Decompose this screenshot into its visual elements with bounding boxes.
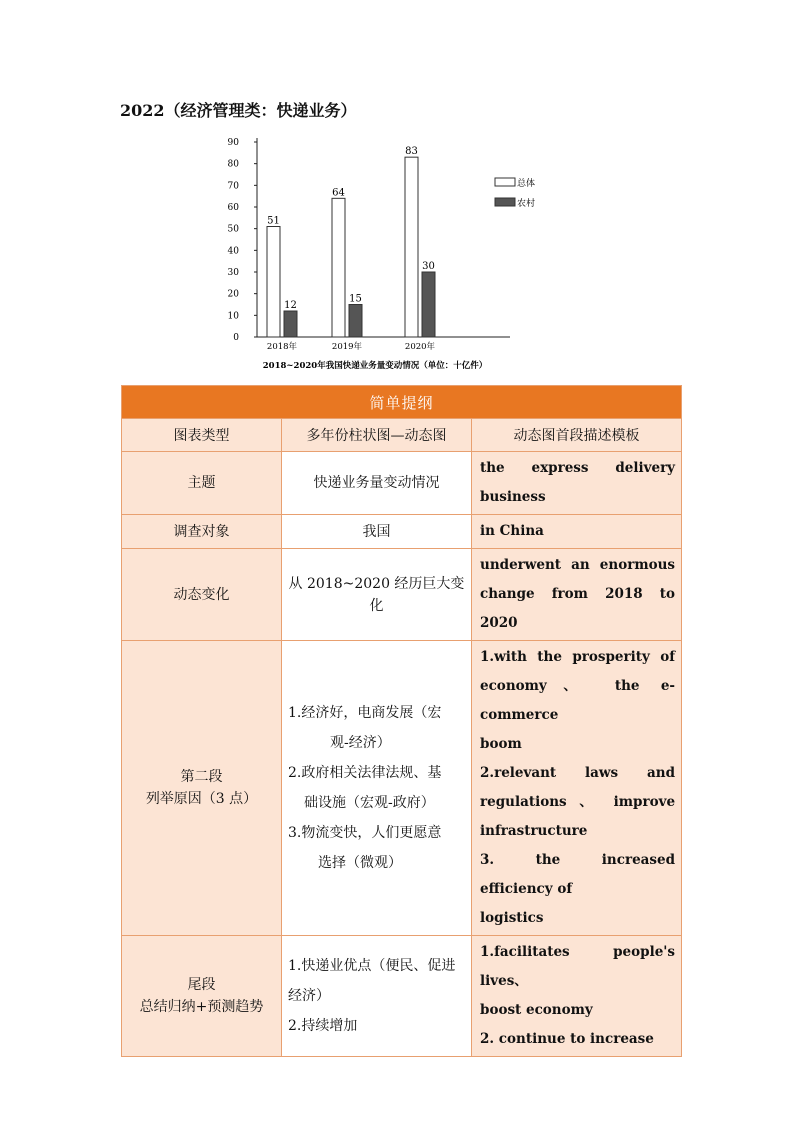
header-cell: 图表类型 <box>122 419 282 452</box>
legend-swatch <box>495 198 515 206</box>
y-tick-label: 60 <box>227 203 239 213</box>
row-en <box>472 452 682 515</box>
en-line: infrastructure <box>480 823 588 839</box>
outline-table <box>121 385 682 1057</box>
row-label <box>122 936 282 1057</box>
row-cn <box>282 549 472 641</box>
row-cn <box>282 936 472 1057</box>
bar-chart <box>225 132 536 377</box>
cn-line: 1.快递业优点（便民、促进 <box>288 958 456 974</box>
cn-line: 从 2018~2020 经历巨大变 <box>288 575 465 592</box>
en-line: economy、 the e-commerce <box>480 678 676 723</box>
bar-value-label: 64 <box>332 187 345 199</box>
y-tick-label: 0 <box>233 333 239 343</box>
table-row <box>122 515 682 549</box>
y-tick-label: 80 <box>227 159 239 170</box>
en-line: 2.relevant laws and <box>480 765 676 781</box>
row-en <box>472 549 682 641</box>
row-label: 主题 <box>122 452 282 515</box>
y-tick-label: 90 <box>227 138 239 148</box>
bar-rural <box>349 305 362 338</box>
bar-value-label: 51 <box>267 215 280 227</box>
page-heading: 2022（经济管理类：快递业务） <box>120 101 357 120</box>
cn-line: 经济） <box>288 988 330 1004</box>
y-tick-label: 20 <box>227 289 239 300</box>
row-en <box>472 936 682 1057</box>
table-row <box>122 452 682 515</box>
bar-total <box>267 227 280 338</box>
bar-rural <box>422 272 435 337</box>
row-en <box>472 515 682 549</box>
bar-rural <box>284 311 297 337</box>
cn-line: 选择（微观） <box>318 855 402 871</box>
label-line: 尾段 <box>187 977 216 993</box>
en-line: boom <box>480 736 522 752</box>
chart-svg <box>225 132 536 377</box>
row-cn: 我国 <box>282 515 472 549</box>
cn-line: 2.持续增加 <box>288 1018 358 1034</box>
legend-label: 总体 <box>517 179 536 189</box>
row-cn <box>282 641 472 936</box>
cn-line: 3.物流变快，人们更愿意 <box>288 825 442 841</box>
bar-value-label: 15 <box>349 293 362 305</box>
bar-value-label: 30 <box>422 261 435 272</box>
row-label <box>122 641 282 936</box>
cn-line: 2.政府相关法律法规、基 <box>288 765 442 781</box>
en-line: in China <box>480 523 544 539</box>
en-line: boost economy <box>480 1002 593 1018</box>
en-line: business <box>480 489 546 505</box>
y-tick-label: 50 <box>227 224 239 235</box>
table-row <box>122 641 682 936</box>
row-en <box>472 641 682 936</box>
table-row <box>122 936 682 1057</box>
cn-line: 1.经济好，电商发展（宏 <box>288 705 442 721</box>
x-tick-label: 2019年 <box>331 342 363 352</box>
en-line: 1.facilitates people's lives、 <box>480 944 676 989</box>
table-title: 简单提纲 <box>122 386 682 419</box>
cn-line: 化 <box>369 597 384 614</box>
cn-line: 础设施（宏观-政府） <box>304 795 435 811</box>
en-line: change from 2018 to 2020 <box>480 586 676 631</box>
y-tick-label: 70 <box>227 181 239 192</box>
x-tick-label: 2020年 <box>404 342 436 352</box>
en-line: 3. the increased efficiency of <box>480 852 676 897</box>
bar-value-label: 83 <box>405 146 418 158</box>
y-tick-label: 40 <box>227 246 239 257</box>
chart-caption: 2018~2020年我国快递业务量变动情况（单位：十亿件） <box>262 361 488 371</box>
bar-total <box>332 198 345 337</box>
bar-total <box>405 157 418 337</box>
legend-swatch <box>495 178 515 186</box>
en-line: logistics <box>480 910 544 926</box>
label-line: 第二段 <box>180 769 223 785</box>
legend-label: 农村 <box>517 199 536 209</box>
label-line: 总结归纳+预测趋势 <box>139 999 264 1015</box>
en-line: 2. continue to increase <box>480 1031 654 1047</box>
cn-line: 观-经济） <box>330 735 391 751</box>
y-tick-label: 30 <box>227 268 239 278</box>
table-row <box>122 549 682 641</box>
x-tick-label: 2018年 <box>266 342 298 352</box>
en-line: 1.with the prosperity of <box>480 649 676 665</box>
en-line: regulations 、 improve <box>480 794 676 810</box>
row-label: 动态变化 <box>122 549 282 641</box>
header-cell: 多年份柱状图—动态图 <box>282 419 472 452</box>
bar-value-label: 12 <box>284 300 297 311</box>
en-line: the express delivery <box>480 460 676 476</box>
row-label: 调查对象 <box>122 515 282 549</box>
en-line: underwent an enormous <box>480 557 676 573</box>
row-cn: 快递业务量变动情况 <box>282 452 472 515</box>
header-cell: 动态图首段描述模板 <box>472 419 682 452</box>
y-tick-label: 10 <box>227 311 239 322</box>
label-line: 列举原因（3 点） <box>145 791 258 807</box>
